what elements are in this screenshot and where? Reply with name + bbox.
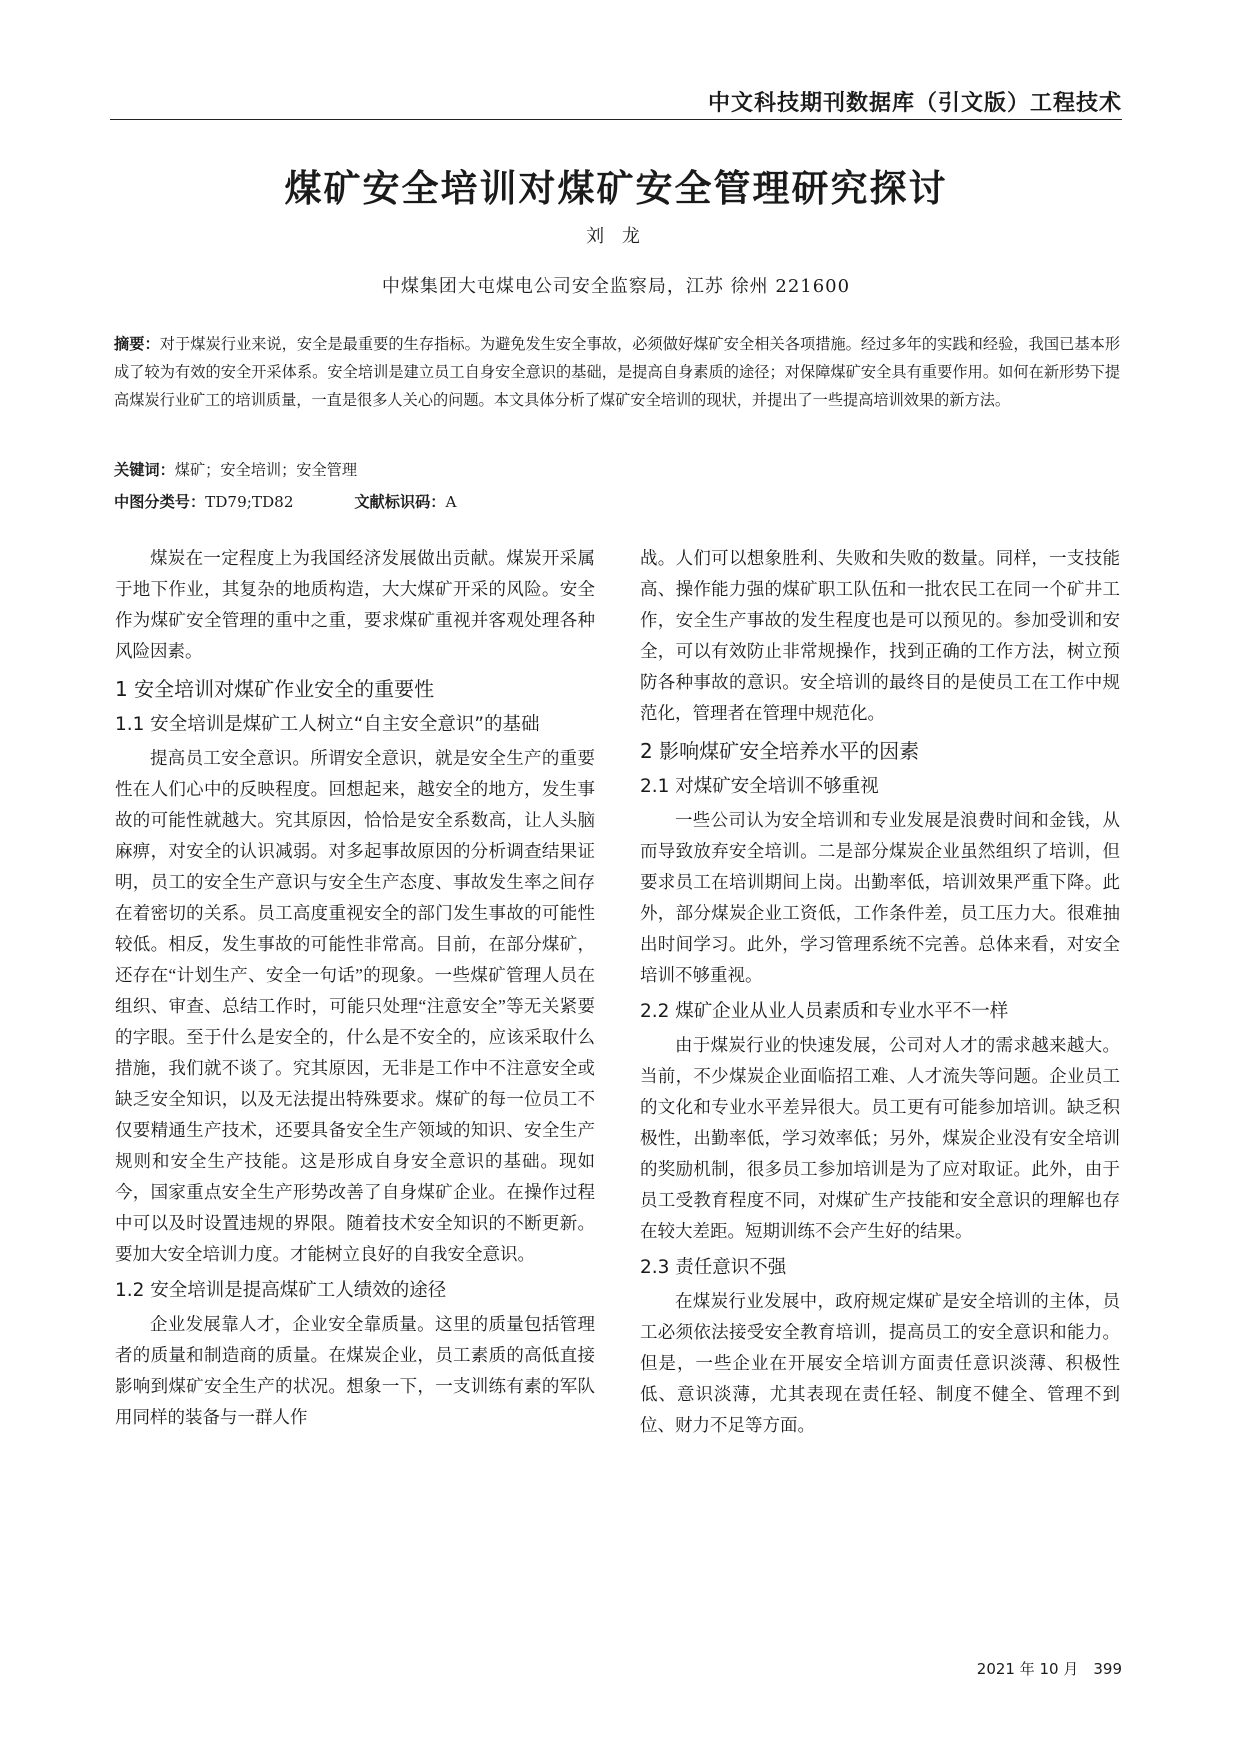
doc-code-value: A: [445, 493, 457, 511]
classification-line: [114, 488, 1120, 516]
keywords: [114, 456, 1120, 484]
section-1-heading: 1 安全培训对煤矿作业安全的重要性: [115, 677, 435, 701]
body-column-left: [115, 543, 595, 1433]
section-1-1-paragraph: 提高员工安全意识。所谓安全意识，就是安全生产的重要性在人们心中的反映程度。回想起来，越安全的地方，发生事故的可能性就越大。究其原因，恰恰是安全系数高，让人头脑麻痹，对安全的认识减弱。对多起事故原因的分析调查结果证明，员工的安全生产意识与安全生产态度、事故发生率之间存在着密切的关系。员工高度重视安全的部门发生事故的可能性较低。相反，发生事故的可能性非常高。目前，在部分煤矿，还存在“计划生产、安全一句话”的现象。一些煤矿管理人员在组织、审查、总结工作时，可能只处理“注意安全”等无关紧要的字眼。至于什么是安全的，什么是不安全的，应该采取什么措施，我们就不谈了。究其原因，无非是工作中不注意安全或缺乏安全知识，以及无法提出特殊要求。煤矿的每一位员工不仅要精通生产技术，还要具备安全生产领域的知识、安全生产规则和安全生产技能。这是形成自身安全意识的基础。现如今，国家重点安全生产形势改善了自身煤矿企业。在操作过程中可以及时设置违规的界限。随着技术安全知识的不断更新。要加大安全培训力度。才能树立良好的自我安全意识。: [115, 748, 595, 1264]
section-1-1-heading: 1.1 安全培训是煤矿工人树立“自主安全意识”的基础: [115, 714, 540, 735]
section-2-2-heading: 2.2 煤矿企业从业人员素质和专业水平不一样: [640, 1001, 1009, 1022]
date-and-page-number: 2021 年 10 月 399: [976, 1660, 1122, 1678]
clc-value: TD79;TD82: [205, 493, 294, 511]
intro-paragraph: 煤炭在一定程度上为我国经济发展做出贡献。煤炭开采属于地下作业，其复杂的地质构造，大大煤矿开采的风险。安全作为煤矿安全管理的重中之重，要求煤矿重视并客观处理各种风险因素。: [115, 548, 595, 661]
article-title: 煤矿安全培训对煤矿安全管理研究探讨: [284, 167, 948, 210]
section-2-3-paragraph: 在煤炭行业发展中，政府规定煤矿是安全培训的主体，员工必须依法接受安全教育培训，提高员工的安全意识和能力。但是，一些企业在开展安全培训方面责任意识淡薄、积极性低、意识淡薄，尤其表现在责任轻、制度不健全、管理不到位、财力不足等方面。: [640, 1291, 1120, 1435]
abstract: [114, 330, 1120, 414]
journal-running-head: 中文科技期刊数据库（引文版）工程技术: [707, 91, 1122, 116]
abstract-text: 对于煤炭行业来说，安全是最重要的生存指标。为避免发生安全事故，必须做好煤矿安全相关各项措施。经过多年的实践和经验，我国已基本形成了较为有效的安全开采体系。安全培训是建立员工自身安全意识的基础，是提高自身素质的途径；对保障煤矿安全具有重要作用。如何在新形势下提高煤炭行业矿工的培训质量，一直是很多人关心的问题。本文具体分析了煤矿安全培训的现状，并提出了一些提高培训效果的新方法。: [114, 335, 1121, 409]
body-column-right: [640, 543, 1120, 1441]
author-name: 刘 龙: [586, 226, 646, 247]
doc-code-label: 文献标识码：: [354, 493, 446, 511]
author-affiliation: 中煤集团大屯煤电公司安全监察局，江苏 徐州 221600: [381, 276, 851, 297]
header-rule: [110, 119, 1122, 120]
keywords-label: 关键词：: [114, 461, 175, 479]
section-2-heading: 2 影响煤矿安全培养水平的因素: [640, 739, 920, 763]
section-2-3-heading: 2.3 责任意识不强: [640, 1257, 787, 1278]
section-1-2-paragraph-continued: 战。人们可以想象胜利、失败和失败的数量。同样，一支技能高、操作能力强的煤矿职工队伍和一批农民工在同一个矿井工作，安全生产事故的发生程度也是可以预见的。参加受训和安全，可以有效防止非常规操作，找到正确的工作方法，树立预防各种事故的意识。安全培训的最终目的是使员工在工作中规范化，管理者在管理中规范化。: [640, 548, 1120, 723]
abstract-label: 摘要：: [114, 335, 160, 353]
keywords-text: 煤矿；安全培训；安全管理: [174, 461, 357, 479]
section-2-1-paragraph: 一些公司认为安全培训和专业发展是浪费时间和金钱，从而导致放弃安全培训。二是部分煤炭企业虽然组织了培训，但要求员工在培训期间上岗。出勤率低，培训效果严重下降。此外，部分煤炭企业工资低，工作条件差，员工压力大。很难抽出时间学习。此外，学习管理系统不完善。总体来看，对安全培训不够重视。: [640, 810, 1120, 985]
clc-label: 中图分类号：: [114, 493, 206, 511]
section-1-2-paragraph: 企业发展靠人才，企业安全靠质量。这里的质量包括管理者的质量和制造商的质量。在煤炭企业，员工素质的高低直接影响到煤矿安全生产的状况。想象一下，一支训练有素的军队用同样的装备与一群人作: [115, 1314, 595, 1427]
section-2-2-paragraph: 由于煤炭行业的快速发展，公司对人才的需求越来越大。当前，不少煤炭企业面临招工难、人才流失等问题。企业员工的文化和专业水平差异很大。员工更有可能参加培训。缺乏积极性，出勤率低，学习效率低；另外，煤炭企业没有安全培训的奖励机制，很多员工参加培训是为了应对取证。此外，由于员工受教育程度不同，对煤矿生产技能和安全意识的理解也存在较大差距。短期训练不会产生好的结果。: [640, 1035, 1120, 1241]
section-1-2-heading: 1.2 安全培训是提高煤矿工人绩效的途径: [115, 1280, 447, 1301]
section-2-1-heading: 2.1 对煤矿安全培训不够重视: [640, 776, 879, 797]
